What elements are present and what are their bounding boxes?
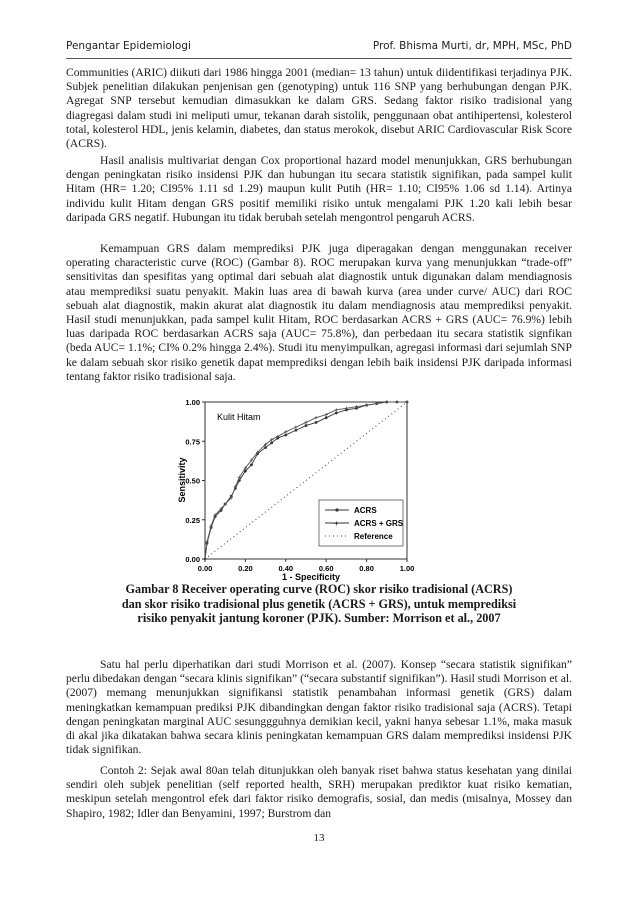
series-acrs-point xyxy=(295,429,298,432)
paragraph-5 xyxy=(66,764,572,821)
chart-title: Kulit Hitam xyxy=(217,412,261,422)
paragraph-4 xyxy=(66,658,572,757)
legend-acrs-marker xyxy=(335,508,338,511)
legend-grs-marker: + xyxy=(334,519,339,528)
paragraph-text: Communities (ARIC) diikuti dari 1986 hingga 2001 (median= 13 tahun) untuk diidentifikasi terjadinya PJK. Subjek penelitian dilakukan penjenisan gen (genotyping) untuk 116 SNP yang berhubungan dengan PJK. Agregat SNP tersebut kemudian dimasukkan ke dalam GRS. Sedang faktor risiko tradisional yang diagregasi dalam studi ini meliputi umur, tekanan darah sistolik, penggunaan obat antihipertensi, kolesterol total, kolesterol HDL, jenis kelamin, diabetes, dan status merokok, disebut ARIC Cardiovascular Risk Score (ACRS). xyxy=(66,66,572,151)
x-tick-label: 0.80 xyxy=(359,564,374,573)
series-acrs-point xyxy=(270,441,273,444)
series-acrs-point xyxy=(250,463,253,466)
book-title: Pengantar Epidemiologi xyxy=(66,40,191,52)
series-acrs-point xyxy=(284,434,287,437)
series-acrs-point xyxy=(315,421,318,424)
x-axis-ticks xyxy=(198,559,415,573)
y-tick-label: 0.25 xyxy=(185,515,200,525)
x-tick-label: 0.20 xyxy=(238,564,253,573)
x-tick-label: 0.00 xyxy=(197,564,213,573)
series-acrs-point xyxy=(305,424,308,427)
y-tick-label: 0.75 xyxy=(185,437,200,447)
roc-chart xyxy=(165,396,415,582)
paragraph-text: Hasil analisis multivariat dengan Cox proportional hazard model menunjukkan, GRS berhubungan dengan peningkatan risiko insidensi PJK dan hubungan itu secara statistik signifikan, pada sampel kulit Hitam (HR= 1.20; CI95% 1.11 sd 1.29) maupun kulit Putih (HR= 1.10; CI95% 1.06 sd 1.14). Artinya individu kulit Hitam dengan GRS positif memiliki risiko untuk mengalami PJK 1.20 kali lebih besar daripada GRS negatif. Hubungan itu tidak berubah setelah mengontrol pengaruh ACRS. xyxy=(66,154,572,224)
series-acrs-point xyxy=(335,412,338,415)
figure-caption: Gambar 8 Receiver operating curve (ROC) skor risiko tradisional (ACRS) dan skor risiko tradisional plus genetik (ACRS + GRS), untuk memprediksi risiko penyakit jantung koroner (PJK). Sumber: Morrison et al., 2007 xyxy=(121,582,517,625)
y-axis-ticks xyxy=(185,398,205,564)
paragraph-text: Contoh 2: Sejak awal 80an telah ditunjukkan oleh banyak riset bahwa status kesehatan yang dinilai sendiri oleh subjek penelitian (self reported health, SRH) merupakan prediktor kuat risiko kematian, meskipun setelah mengontrol efek dari faktor risiko demografis, sosial, dan medis (misalnya, Mossey dan Shapiro, 1982; Idler dan Benyamini, 1997; Burstrom dan xyxy=(66,764,572,820)
x-tick-label: 0.60 xyxy=(318,564,334,573)
legend-grs-label: ACRS + GRS xyxy=(354,519,404,528)
series-acrs-point xyxy=(325,416,328,419)
legend xyxy=(319,500,404,546)
y-axis-label: Sensitivity xyxy=(177,457,187,503)
paragraph-text: Kemampuan GRS dalam memprediksi PJK juga diperagakan dengan menggunakan receiver operating characteristic curve (ROC) (Gambar 8). ROC merupakan kurva yang menunjukkan “trade-off” sensitivitas dan spesifitas yang optimal dari sebuah alat diagnostik untuk digunakan dalam mendiagnosis atau memprediksi suatu penyakit. Makin luas area di bawah kurva (area under curve/ AUC) dari ROC sebuah alat diagnostik, makin akurat alat diagnostik itu dalam mendiagnosis atau memprediksi penyakit. Hasil studi menunjukkan, pada sampel kulit Hitam, ROC berdasarkan ACRS + GRS (AUC= 76.9%) lebih luas daripada ROC berdasarkan ACRS saja (AUC= 75.8%), dan perbedaan itu secara statistik signfikan (beda AUC= 1.1%; CI% 0.2% hingga 2.4%). Studi itu menyimpulkan, agregasi informasi dari sejumlah SNP ke dalam sebuah skor risiko genetik dapat memprediksi dengan lebih baik insidensi PJK daripada informasi tentang faktor risiko tradisional saja. xyxy=(66,242,572,383)
author-name: Prof. Bhisma Murti, dr, MPH, MSc, PhD xyxy=(372,40,572,52)
paragraph-3 xyxy=(66,242,572,384)
series-acrs-point xyxy=(264,446,267,449)
x-axis-label: 1 - Specificity xyxy=(281,572,341,582)
page-header xyxy=(66,40,572,56)
paragraph-2 xyxy=(66,154,572,225)
page-number: 13 xyxy=(313,832,325,844)
paragraph-text: Satu hal perlu diperhatikan dari studi Morrison et al. (2007). Konsep “secara statistik signifikan” perlu dibedakan dengan “secara klinis signifikan” (“secara substantif signifikan”). Hasil studi Morrison et al. (2007) memang menunjukkan signifikansi statistik penambahan informasi genetik (GRS) dalam meningkatkan kemampuan prediksi PJK dibandingkan dengan faktor risiko tradisional saja (ACRS). Tetapi dengan peningkatan marginal AUC sesunggguhnya demikian kecil, yakni hanya sebesar 1.1%, maka masuk di akal jika dikatakan bahwa secara klinis peningkatan kemampuan GRS dalam memprediksi insidensi PJK tidak signifikan. xyxy=(66,658,572,757)
y-tick-label: 0.50 xyxy=(185,476,200,486)
y-tick-label: 0.00 xyxy=(185,555,200,564)
header-rule xyxy=(66,58,572,59)
roc-figure xyxy=(165,396,415,582)
x-tick-label: 0.40 xyxy=(278,564,294,573)
legend-acrs-label: ACRS xyxy=(354,506,377,515)
paragraph-1 xyxy=(66,66,572,151)
legend-ref-label: Reference xyxy=(354,532,393,541)
y-tick-label: 1.00 xyxy=(185,398,200,407)
x-tick-label: 1.00 xyxy=(399,564,415,573)
